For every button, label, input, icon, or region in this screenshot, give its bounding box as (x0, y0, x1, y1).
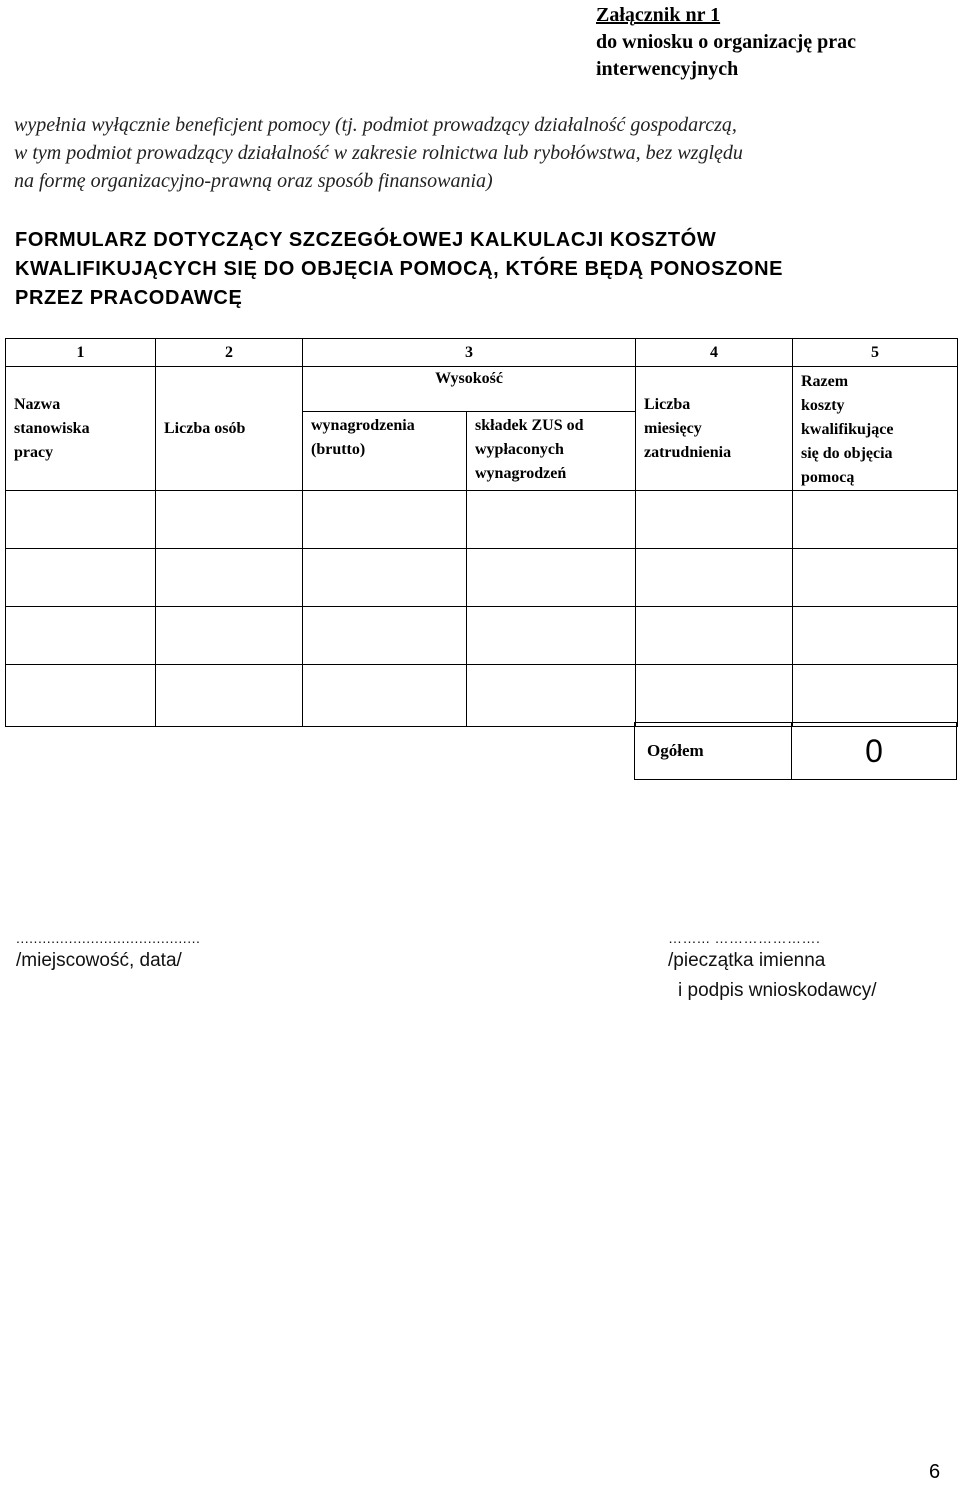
cell-months[interactable] (636, 607, 793, 665)
cell-job-title[interactable] (6, 491, 156, 549)
header-job-title-line-2: stanowiska (14, 419, 90, 437)
header-gross-salary (303, 412, 467, 491)
header-gross-salary-line-2: (brutto) (311, 441, 366, 459)
header-gross-salary-line-1: wynagrodzenia (311, 417, 415, 435)
page-number: 6 (929, 1461, 941, 1483)
header-job-title (6, 367, 156, 491)
header-job-title-line-3: pracy (14, 443, 54, 461)
header-months-line-1: Liczba (644, 395, 691, 413)
stamp-signature (668, 930, 877, 1006)
intro-line-3: na formę organizacyjno-prawną oraz sposób finansowania) (14, 170, 493, 192)
cell-total[interactable] (793, 665, 958, 727)
header-total-line-2: koszty (801, 397, 845, 414)
total-value[interactable]: 0 (792, 723, 957, 780)
cell-zus-contributions[interactable] (467, 549, 636, 607)
header-row-1 (6, 367, 958, 412)
header-months-line-2: miesięcy (644, 419, 702, 437)
cell-total[interactable] (793, 549, 958, 607)
header-amount-group: Wysokość (303, 367, 636, 412)
header-zus-line-1: składek ZUS od (475, 417, 584, 435)
cell-gross-salary[interactable] (303, 491, 467, 549)
column-number-4: 4 (636, 339, 793, 367)
header-total-eligible-costs (793, 367, 958, 491)
column-number-3: 3 (303, 339, 636, 367)
table-row (6, 491, 958, 549)
cell-total[interactable] (793, 607, 958, 665)
header-job-title-line-1: Nazwa (14, 395, 61, 413)
cell-zus-contributions[interactable] (467, 665, 636, 727)
attachment-header (596, 2, 956, 83)
attachment-title: Załącznik nr 1 (596, 4, 721, 26)
header-zus-line-2: wypłaconych (475, 441, 564, 459)
table-row (6, 665, 958, 727)
attachment-subtitle-line-2: interwencyjnych (596, 58, 739, 80)
column-number-5: 5 (793, 339, 958, 367)
form-title-line-1: FORMULARZ DOTYCZĄCY SZCZEGÓŁOWEJ KALKULACJI KOSZTÓW (15, 229, 717, 251)
cell-gross-salary[interactable] (303, 665, 467, 727)
column-number-row (6, 339, 958, 367)
form-title (15, 226, 950, 313)
table-row (6, 607, 958, 665)
header-total-line-1: Razem (801, 373, 849, 390)
header-zus-contributions (467, 412, 636, 491)
cell-job-title[interactable] (6, 665, 156, 727)
header-months-of-employment (636, 367, 793, 491)
place-date-dotted-line[interactable]: .......................................... (16, 930, 201, 946)
form-title-line-3: PRZEZ PRACODAWCĘ (15, 287, 243, 309)
header-number-of-persons: Liczba osób (156, 367, 303, 491)
place-date-caption: /miejscowość, data/ (16, 950, 182, 971)
cell-gross-salary[interactable] (303, 549, 467, 607)
cell-job-title[interactable] (6, 607, 156, 665)
header-total-line-5: pomocą (801, 469, 855, 486)
cell-gross-salary[interactable] (303, 607, 467, 665)
cell-job-title[interactable] (6, 549, 156, 607)
stamp-caption-line-2: i podpis wnioskodawcy/ (678, 980, 877, 1001)
header-total-line-3: kwalifikujące (801, 421, 894, 438)
header-total-line-4: się do objęcia (801, 445, 893, 462)
header-zus-line-3: wynagrodzeń (475, 465, 567, 483)
cell-number-of-persons[interactable] (156, 549, 303, 607)
stamp-dotted-line[interactable]: ……... …………………. (668, 930, 821, 946)
cell-number-of-persons[interactable] (156, 491, 303, 549)
form-title-line-2: KWALIFIKUJĄCYCH SIĘ DO OBJĘCIA POMOCĄ, KTÓRE BĘDĄ PONOSZONE (15, 258, 784, 280)
total-label: Ogółem (635, 723, 792, 780)
cell-months[interactable] (636, 491, 793, 549)
cell-zus-contributions[interactable] (467, 491, 636, 549)
column-number-1: 1 (6, 339, 156, 367)
place-date-signature (16, 930, 200, 976)
cell-months[interactable] (636, 665, 793, 727)
intro-line-1: wypełnia wyłącznie beneficjent pomocy (tj. podmiot prowadzący działalność gospodarczą, (14, 114, 737, 136)
cell-total[interactable] (793, 491, 958, 549)
cell-number-of-persons[interactable] (156, 607, 303, 665)
column-number-2: 2 (156, 339, 303, 367)
header-months-line-3: zatrudnienia (644, 443, 732, 461)
intro-note (14, 111, 949, 195)
table-row (6, 549, 958, 607)
cell-number-of-persons[interactable] (156, 665, 303, 727)
cell-months[interactable] (636, 549, 793, 607)
total-table (634, 722, 957, 780)
attachment-subtitle-line-1: do wniosku o organizację prac (596, 31, 856, 53)
intro-line-2: w tym podmiot prowadzący działalność w zakresie rolnictwa lub rybołówstwa, bez względu (14, 142, 743, 164)
cost-calculation-table (5, 338, 958, 727)
cell-zus-contributions[interactable] (467, 607, 636, 665)
stamp-caption-line-1: /pieczątka imienna (668, 950, 826, 971)
